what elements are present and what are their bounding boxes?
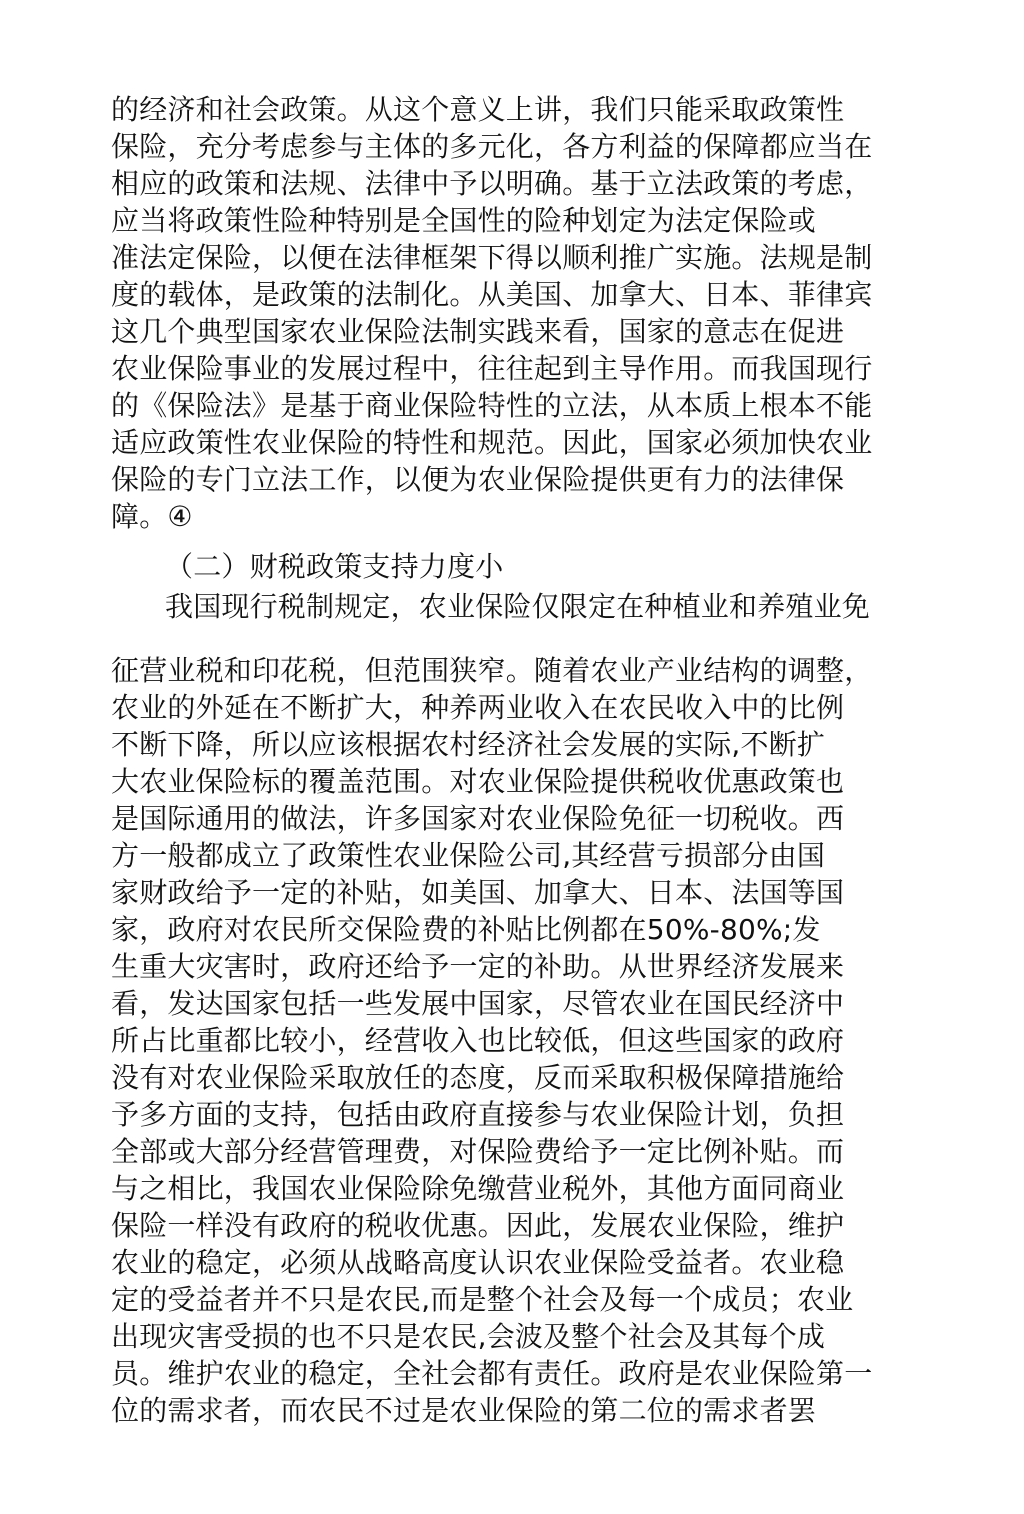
text-line: 的经济和社会政策。从这个意义上讲，我们只能采取政策性 [111,93,845,126]
text-line: 定的受益者并不只是农民,而是整个社会及每一个成员；农业 [111,1283,854,1316]
text-line: 予多方面的支持，包括由政府直接参与农业保险计划，负担 [111,1098,845,1131]
text-line: 不断下降，所以应该根据农村经济社会发展的实际,不断扩 [111,728,826,761]
text-line: 度的载体，是政策的法制化。从美国、加拿大、日本、菲律宾 [111,278,873,311]
text-line: 相应的政策和法规、法律中予以明确。基于立法政策的考虑， [111,167,873,200]
text-line: 大农业保险标的覆盖范围。对农业保险提供税收优惠政策也 [111,765,845,798]
text-line: 方一般都成立了政策性农业保险公司,其经营亏损部分由国 [111,839,826,872]
section-heading: （二）财税政策支持力度小 [165,550,504,583]
text-line: 没有对农业保险采取放任的态度，反而采取积极保障措施给 [111,1061,845,1094]
text-line: 准法定保险，以便在法律框架下得以顺利推广实施。法规是制 [111,241,873,274]
text-line: 看，发达国家包括一些发展中国家，尽管农业在国民经济中 [111,987,845,1020]
text-line: 全部或大部分经营管理费，对保险费给予一定比例补贴。而 [111,1135,845,1168]
text-line: 是国际通用的做法，许多国家对农业保险免征一切税收。西 [111,802,845,835]
text-line: 员。维护农业的稳定，全社会都有责任。政府是农业保险第一 [111,1357,873,1390]
text-line: 征营业税和印花税，但范围狭窄。随着农业产业结构的调整， [111,654,873,687]
paragraph-first-line: 我国现行税制规定，农业保险仅限定在种植业和养殖业免 [165,590,871,623]
text-line: 农业的外延在不断扩大，种养两业收入在农民收入中的比例 [111,691,845,724]
text-line: 所占比重都比较小，经营收入也比较低，但这些国家的政府 [111,1024,845,1057]
text-line: 家，政府对农民所交保险费的补贴比例都在50%-80%;发 [111,913,821,946]
text-line: 这几个典型国家农业保险法制实践来看，国家的意志在促进 [111,315,845,348]
text-line: 适应政策性农业保险的特性和规范。因此，国家必须加快农业 [111,426,873,459]
text-line: 的《保险法》是基于商业保险特性的立法，从本质上根本不能 [111,389,873,422]
text-line: 农业保险事业的发展过程中，往往起到主导作用。而我国现行 [111,352,873,385]
text-line: 保险一样没有政府的税收优惠。因此，发展农业保险，维护 [111,1209,845,1242]
text-line: 出现灾害受损的也不只是农民,会波及整个社会及其每个成 [111,1320,826,1353]
text-line: 生重大灾害时，政府还给予一定的补助。从世界经济发展来 [111,950,845,983]
text-line: 障。④ [111,500,193,533]
text-line: 应当将政策性险种特别是全国性的险种划定为法定保险或 [111,204,817,237]
text-line: 家财政给予一定的补贴，如美国、加拿大、日本、法国等国 [111,876,845,909]
text-line: 保险，充分考虑参与主体的多元化，各方利益的保障都应当在 [111,130,873,163]
text-line: 农业的稳定，必须从战略高度认识农业保险受益者。农业稳 [111,1246,845,1279]
text-line: 与之相比，我国农业保险除免缴营业税外，其他方面同商业 [111,1172,845,1205]
text-line: 保险的专门立法工作，以便为农业保险提供更有力的法律保 [111,463,845,496]
text-line: 位的需求者，而农民不过是农业保险的第二位的需求者罢 [111,1394,817,1427]
